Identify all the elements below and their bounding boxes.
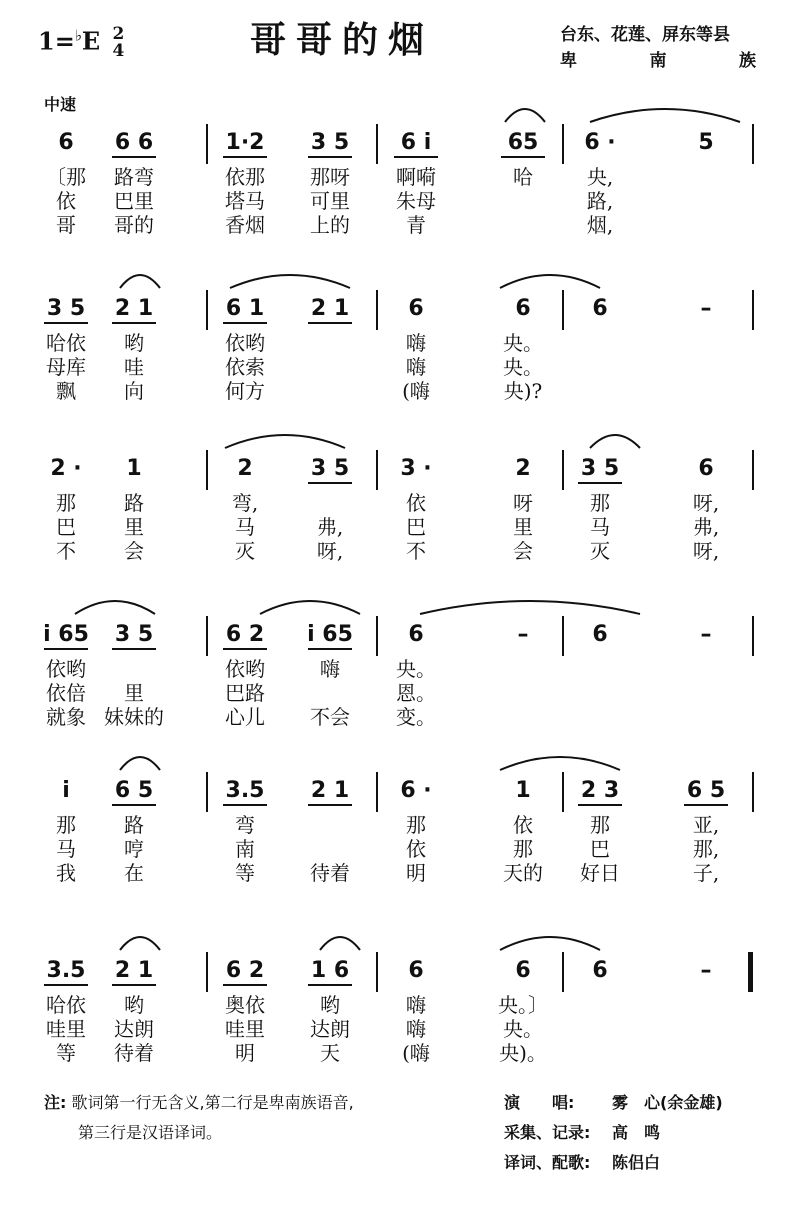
lyric-cell: 哈依 <box>46 993 86 1017</box>
notation-cell: 3 · <box>400 456 432 481</box>
slur <box>320 937 360 950</box>
lyric-cell: 央。 <box>503 331 543 355</box>
lyric-cell: 哟 <box>320 993 340 1017</box>
lyric-cell: 央。〕 <box>498 993 548 1017</box>
lyric-cell: 依哟 <box>46 657 86 681</box>
notation-cell: 2 · <box>50 456 82 481</box>
lyric-cell: 央。 <box>503 1017 543 1041</box>
lyric-cell: 明 <box>235 1041 255 1065</box>
lyric-cell: 那 <box>56 491 76 515</box>
notation-cell: 6 <box>515 296 531 321</box>
credit-role: 译词、配歌: <box>504 1153 591 1172</box>
notation-cell: 6 <box>592 622 608 647</box>
lyric-cell: 嗨 <box>406 993 426 1017</box>
lyric-cell: 弯, <box>231 491 259 515</box>
lyric-cell: 天 <box>320 1041 340 1065</box>
notation-cell: 6 2 <box>225 958 265 983</box>
song-title: 哥哥的烟 <box>250 19 435 61</box>
lyric-cell: 亚, <box>692 813 720 837</box>
slur <box>500 757 620 770</box>
notation-cell: 3 5 <box>310 130 350 155</box>
lyric-cell: 依 <box>406 837 426 861</box>
notation-cell: i 65 <box>43 622 89 647</box>
notation-cell: 6 · <box>584 130 616 155</box>
credit-row <box>504 1148 723 1178</box>
lyric-cell: 会 <box>124 539 144 563</box>
lyric-cell: 哇里 <box>225 1017 265 1041</box>
lyric-cell: 嗨 <box>406 331 426 355</box>
lyric-cell: 〔那 <box>46 165 86 189</box>
notation-cell: – <box>517 622 529 647</box>
notation-cell: 5 <box>698 130 714 155</box>
lyric-cell: 路, <box>586 189 614 213</box>
lyric-cell: 飘 <box>56 379 76 403</box>
notation-cell: 2 3 <box>580 778 620 803</box>
lyric-cell: 心儿 <box>225 705 265 729</box>
lyric-cell: 那 <box>56 813 76 837</box>
lyric-cell: 灭 <box>235 539 255 563</box>
key-note: E <box>81 26 101 56</box>
lyric-cell: 依 <box>406 491 426 515</box>
notation-cell: 6 · <box>400 778 432 803</box>
notation-cell: 3 5 <box>310 456 350 481</box>
lyric-cell: 弯 <box>235 813 255 837</box>
lyric-cell: 呀, <box>692 539 720 563</box>
lyric-cell: 子, <box>692 861 720 885</box>
lyric-cell: 我 <box>56 861 76 885</box>
notation-cell: 6 1 <box>225 296 265 321</box>
ethnic-char: 卑 <box>560 51 577 71</box>
lyric-cell: 依 <box>513 813 533 837</box>
key-prefix: 1= <box>38 26 75 56</box>
slur <box>120 275 160 288</box>
lyric-cell: 央, <box>586 165 614 189</box>
notation-cell: 6 5 <box>686 778 726 803</box>
lyric-cell: 里 <box>513 515 533 539</box>
lyric-cell: 恩。 <box>396 681 436 705</box>
notation-cell: 3.5 <box>225 778 265 803</box>
lyric-cell: 达朗 <box>310 1017 350 1041</box>
notation-cell: 3 5 <box>580 456 620 481</box>
footnote-label: 注: <box>44 1093 67 1112</box>
credit-name: 陈侣白 <box>612 1153 661 1172</box>
lyric-cell: 那呀 <box>310 165 350 189</box>
lyric-cell: 巴 <box>56 515 76 539</box>
credit-role: 采集、记录: <box>504 1123 591 1142</box>
lyric-cell: 呀 <box>513 491 533 515</box>
lyric-cell: 里 <box>124 681 144 705</box>
lyric-cell: 哼 <box>124 837 144 861</box>
lyric-cell: 那 <box>406 813 426 837</box>
lyric-cell: 央。 <box>503 355 543 379</box>
lyric-cell: 路 <box>124 491 144 515</box>
credit-row <box>504 1088 723 1118</box>
lyric-cell: 哟 <box>124 331 144 355</box>
lyric-cell: 啊嗬 <box>396 165 436 189</box>
notation-cell: – <box>700 958 712 983</box>
credit-row <box>504 1118 723 1148</box>
lyric-cell: 呀, <box>692 491 720 515</box>
lyric-cell: 母库 <box>46 355 86 379</box>
lyric-cell: 朱母 <box>396 189 436 213</box>
notation-cell: 6 <box>592 296 608 321</box>
lyric-cell: 那, <box>692 837 720 861</box>
notation-cell: 6 2 <box>225 622 265 647</box>
lyric-cell: 等 <box>56 1041 76 1065</box>
footnote <box>44 1088 484 1148</box>
notation-cell: 6 i <box>400 130 432 155</box>
lyric-cell: 马 <box>56 837 76 861</box>
credit-name: 雾 心(余金雄) <box>612 1093 723 1112</box>
ethnic-char: 族 <box>739 51 756 71</box>
lyric-cell: 天的 <box>503 861 543 885</box>
lyric-cell: 香烟 <box>225 213 265 237</box>
notation-cell: 6 <box>408 622 424 647</box>
lyric-cell: 待着 <box>114 1041 154 1065</box>
lyric-cell: 变。 <box>396 705 436 729</box>
lyric-cell: 哇里 <box>46 1017 86 1041</box>
lyric-cell: 哈依 <box>46 331 86 355</box>
lyric-cell: 灭 <box>590 539 610 563</box>
slur <box>230 275 350 288</box>
lyric-cell: 马 <box>590 515 610 539</box>
tempo-marking: 中速 <box>44 95 77 114</box>
lyric-cell: 妹妹的 <box>104 705 164 729</box>
lyric-cell: 哥的 <box>114 213 154 237</box>
notation-cell: 2 <box>237 456 253 481</box>
slur <box>260 601 360 614</box>
notation-cell: 6 <box>698 456 714 481</box>
lyric-cell: 嗨 <box>406 1017 426 1041</box>
lyric-cell: 央)。 <box>499 1041 547 1065</box>
lyric-cell: 烟, <box>586 213 614 237</box>
lyric-cell: 弗, <box>316 515 344 539</box>
lyric-cell: 嗨 <box>320 657 340 681</box>
slur <box>500 937 600 950</box>
lyric-cell: 就象 <box>46 705 86 729</box>
credit-role: 演 唱: <box>504 1093 575 1112</box>
notation-cell: 3 5 <box>114 622 154 647</box>
credits <box>504 1088 723 1178</box>
notation-cell: i <box>62 778 70 803</box>
key-flat: ♭ <box>74 26 82 45</box>
slur <box>420 601 640 614</box>
notation-cell: 2 <box>515 456 531 481</box>
slur <box>75 601 155 614</box>
lyric-cell: 依倍 <box>46 681 86 705</box>
footnote-line-2: 第三行是汉语译词。 <box>78 1123 223 1142</box>
notation-cell: 3.5 <box>46 958 86 983</box>
notation-cell: 6 <box>408 296 424 321</box>
lyric-cell: 依哟 <box>225 657 265 681</box>
notation-cell: 1 <box>126 456 142 481</box>
time-top: 2 <box>112 24 125 44</box>
notation-cell: 6 5 <box>114 778 154 803</box>
lyric-cell: 向 <box>124 379 144 403</box>
lyric-cell: 依哟 <box>225 331 265 355</box>
lyric-cell: 呀, <box>316 539 344 563</box>
notation-cell: 65 <box>507 130 539 155</box>
lyric-cell: 明 <box>406 861 426 885</box>
slur <box>505 109 545 122</box>
lyric-cell: (嗨 <box>402 379 430 403</box>
slur <box>590 109 740 122</box>
slur <box>225 435 345 448</box>
notation-cell: i 65 <box>307 622 353 647</box>
lyric-cell: 哇 <box>124 355 144 379</box>
notation-cell: – <box>700 296 712 321</box>
lyric-cell: 好日 <box>580 861 620 885</box>
notation-cell: 2 1 <box>310 296 350 321</box>
notation-cell: 6 <box>515 958 531 983</box>
lyric-cell: 那 <box>513 837 533 861</box>
lyric-cell: 哟 <box>124 993 144 1017</box>
lyric-cell: 路弯 <box>114 165 154 189</box>
notation-cell: 3 5 <box>46 296 86 321</box>
lyric-cell: 依索 <box>225 355 265 379</box>
lyric-cell: 不会 <box>310 705 350 729</box>
lyric-cell: 依那 <box>225 165 265 189</box>
notation-cell: 6 <box>408 958 424 983</box>
lyric-cell: 在 <box>124 861 144 885</box>
lyric-cell: 可里 <box>310 189 350 213</box>
lyric-cell: 不 <box>406 539 426 563</box>
notation-cell: 1 <box>515 778 531 803</box>
lyric-cell: (嗨 <box>402 1041 430 1065</box>
footnote-line-1: 歌词第一行无含义,第二行是卑南族语音, <box>71 1093 354 1112</box>
lyric-cell: 那 <box>590 813 610 837</box>
lyric-cell: 那 <box>590 491 610 515</box>
lyric-cell: 哈 <box>513 165 533 189</box>
notation-cell: 6 <box>58 130 74 155</box>
lyric-cell: 奥依 <box>225 993 265 1017</box>
notation-cell: 2 1 <box>114 296 154 321</box>
lyric-cell: 马 <box>235 515 255 539</box>
lyric-cell: 何方 <box>225 379 265 403</box>
lyric-cell: 央。 <box>396 657 436 681</box>
slur <box>590 435 640 448</box>
lyric-cell: 巴 <box>406 515 426 539</box>
lyric-cell: 会 <box>513 539 533 563</box>
notation-cell: 1·2 <box>225 130 265 155</box>
ethnic-char: 南 <box>649 51 667 71</box>
notation-cell: 1 6 <box>310 958 350 983</box>
lyric-cell: 青 <box>406 213 426 237</box>
lyric-cell: 南 <box>235 837 255 861</box>
notation-cell: 6 6 <box>114 130 154 155</box>
lyric-cell: 里 <box>124 515 144 539</box>
lyric-cell: 哥 <box>56 213 76 237</box>
lyric-cell: 路 <box>124 813 144 837</box>
region-text: 台东、花莲、屏东等县 <box>560 25 730 45</box>
lyric-cell: 嗨 <box>406 355 426 379</box>
lyric-cell: 不 <box>56 539 76 563</box>
lyric-cell: 巴里 <box>114 189 154 213</box>
lyric-cell: 依 <box>56 189 76 213</box>
lyric-cell: 弗, <box>692 515 720 539</box>
lyric-cell: 巴 <box>590 837 610 861</box>
notation-cell: 6 <box>592 958 608 983</box>
lyric-cell: 待着 <box>310 861 350 885</box>
notation-cell: 2 1 <box>114 958 154 983</box>
lyric-cell: 达朗 <box>114 1017 154 1041</box>
lyric-cell: 巴路 <box>225 681 265 705</box>
notation-cell: – <box>700 622 712 647</box>
credit-name: 高 鸣 <box>612 1123 661 1142</box>
lyric-cell: 上的 <box>310 213 350 237</box>
time-bottom: 4 <box>112 41 125 61</box>
slur <box>120 937 160 950</box>
lyric-cell: 塔马 <box>225 189 265 213</box>
notation-cell: 2 1 <box>310 778 350 803</box>
lyric-cell: 央)? <box>503 379 543 403</box>
slur <box>500 275 600 288</box>
slur <box>120 757 160 770</box>
lyric-cell: 等 <box>235 861 255 885</box>
